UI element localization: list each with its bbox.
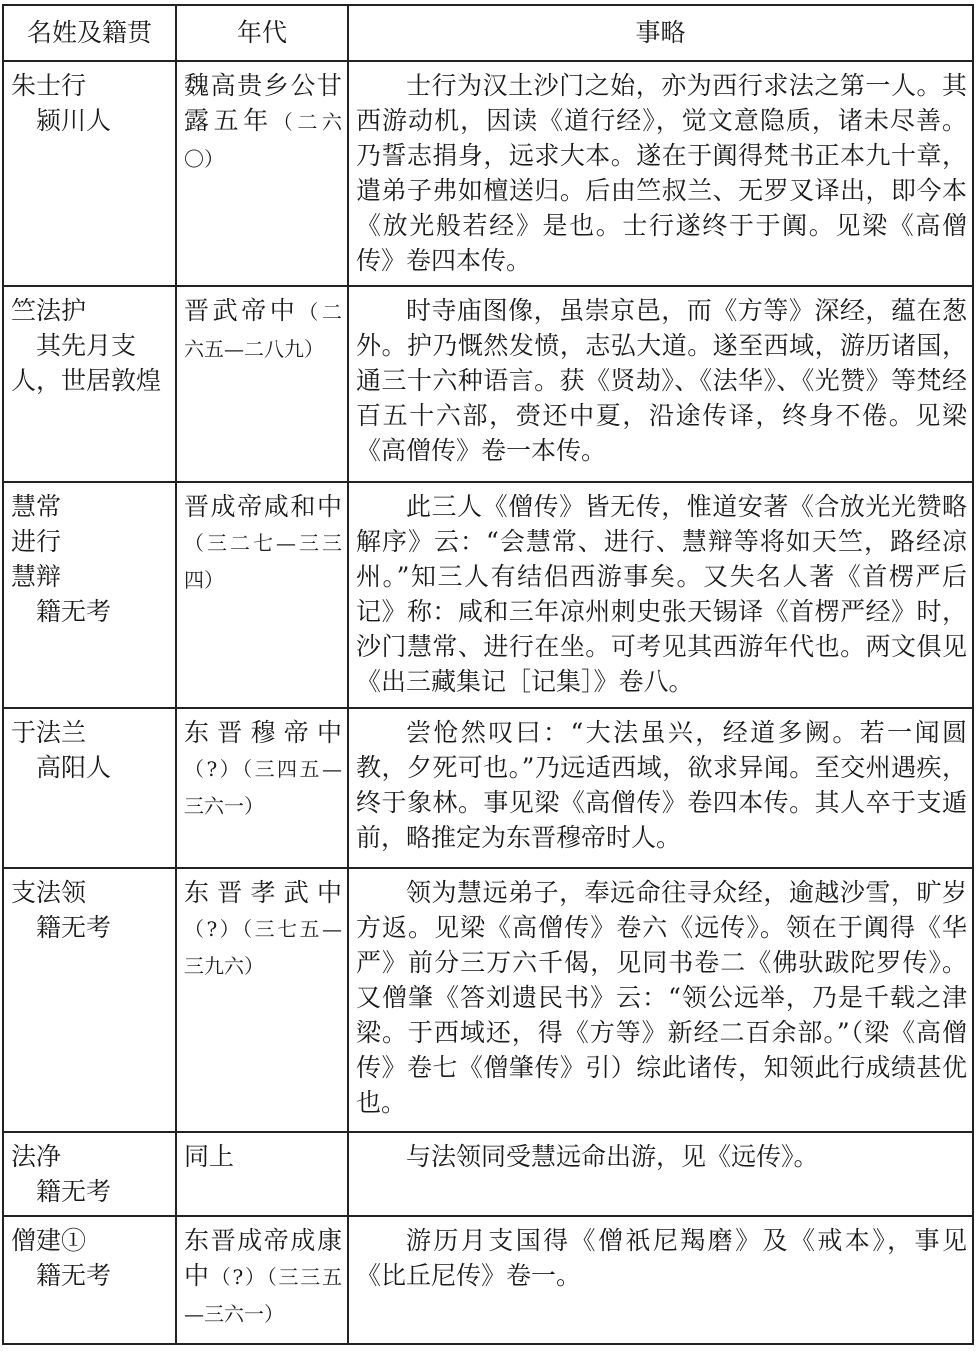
- bio-cell: [348, 61, 973, 286]
- history-table: [2, 4, 974, 1345]
- era-main: 东晋孝武中: [184, 878, 342, 907]
- era-main: 晋成帝咸和中: [184, 492, 342, 521]
- bio-cell: [348, 1132, 973, 1216]
- era-cell: [176, 61, 348, 286]
- person-name: 于法兰: [11, 718, 87, 747]
- era-main: 东晋穆帝中: [184, 718, 342, 747]
- era-note: （二六五—二八九）: [184, 300, 342, 361]
- era-note: （?）（三七五—三九六）: [184, 917, 342, 978]
- table-row: [3, 482, 973, 708]
- name-cell: [3, 708, 176, 868]
- table-row: [3, 708, 973, 868]
- person-name: 僧建①: [11, 1226, 87, 1255]
- origin-text: 人，世居敦煌: [11, 366, 162, 395]
- bio-text: 时寺庙图像，虽崇京邑，而《方等》深经，蕴在葱外。护乃慨然发愤，志弘大道。遂至西域，游历诸国，通三十六种语言。获《贤劫》、《法华》、《光赞》等梵经百五十六部，赍还中夏，沿途传译，终身不倦。见梁《高僧传》卷一本传。: [356, 296, 967, 465]
- table-row: [3, 1216, 973, 1344]
- origin-text: 其先月支: [36, 331, 137, 360]
- era-cell: [176, 708, 348, 868]
- era-main: 东晋成帝成康中: [184, 1226, 342, 1290]
- person-name: 竺法护: [11, 296, 87, 325]
- origin-text: 颍川人: [36, 106, 112, 135]
- name-cell: [3, 482, 176, 708]
- bio-text: 士行为汉土沙门之始，亦为西行求法之第一人。其西游动机，因读《道行经》，觉文意隐质，诸未尽善。乃誓志捐身，远求大本。遂在于阗得梵书正本九十章，遣弟子弗如檀送归。后由竺叔兰、无罗叉译出，即今本《放光般若经》是也。士行遂终于于阗。见梁《高僧传》卷四本传。: [356, 71, 967, 275]
- era-cell: [176, 1216, 348, 1344]
- bio-cell: [348, 482, 973, 708]
- header-name: 名姓及籍贯: [3, 5, 176, 61]
- bio-text: 与法领同受慧远命出游，见《远传》。: [406, 1142, 819, 1171]
- era-cell: [176, 1132, 348, 1216]
- bio-text: 领为慧远弟子，奉远命往寻众经，逾越沙雪，旷岁方返。见梁《高僧传》卷六《远传》。领在于阗得《华严》前分三万六千偈，见同书卷二《佛驮跋陀罗传》。又僧肇《答刘遗民书》云：“领公远举，乃是千载之津梁。于西域还，得《方等》新经二百余部。”（梁《高僧传》卷七《僧肇传》引）综此诸传，知领此行成绩甚优也。: [356, 878, 967, 1117]
- table-row: [3, 868, 973, 1132]
- person-name: 慧常: [11, 492, 62, 521]
- era-cell: [176, 482, 348, 708]
- person-name: 朱士行: [11, 71, 87, 100]
- bio-text: 此三人《僧传》皆无传，惟道安著《合放光光赞略解序》云：“会慧常、进行、慧辩等将如天竺，路经凉州。”知三人有结侣西游事矣。又失名人著《首楞严后记》称：咸和三年凉州刺史张天锡译《首楞严经》时，沙门慧常、进行在坐。可考见其西游年代也。两文俱见《出三藏集记［记集］》卷八。: [356, 492, 967, 696]
- name-cell: [3, 61, 176, 286]
- era-cell: [176, 286, 348, 482]
- header-era: 年代: [176, 5, 348, 61]
- origin-text: 籍无考: [36, 597, 112, 626]
- era-main: 晋武帝中: [184, 296, 299, 325]
- origin-text: 高阳人: [36, 753, 112, 782]
- era-main: 同上: [184, 1142, 235, 1171]
- bio-cell: [348, 868, 973, 1132]
- origin-text: 籍无考: [36, 913, 112, 942]
- person-name: 慧辩: [11, 562, 62, 591]
- header-bio: 事略: [348, 5, 973, 61]
- name-cell: [3, 1216, 176, 1344]
- bio-text: 尝怆然叹曰：“大法虽兴，经道多阙。若一闻圆教，夕死可也。”乃远适西域，欲求异闻。至交州遇疾，终于象林。事见梁《高僧传》卷四本传。其人卒于支遁前，略推定为东晋穆帝时人。: [356, 718, 967, 852]
- bio-cell: [348, 1216, 973, 1344]
- era-note: （二六〇）: [184, 110, 342, 171]
- era-note: （三二七—三三四）: [184, 531, 342, 592]
- name-cell: [3, 286, 176, 482]
- name-cell: [3, 868, 176, 1132]
- person-name: 进行: [11, 527, 62, 556]
- era-cell: [176, 868, 348, 1132]
- bio-cell: [348, 286, 973, 482]
- era-note: （?）（三三五—三六一）: [184, 1265, 342, 1326]
- origin-text: 籍无考: [36, 1177, 112, 1206]
- table-row: [3, 1132, 973, 1216]
- header-row: [3, 5, 973, 61]
- bio-cell: [348, 708, 973, 868]
- era-main: 魏高贵乡公甘露五年: [184, 71, 342, 135]
- person-name: 法净: [11, 1142, 62, 1171]
- origin-text: 籍无考: [36, 1261, 112, 1290]
- era-note: （?）（三四五—三六一）: [184, 757, 342, 818]
- bio-text: 游历月支国得《僧祇尼羯磨》及《戒本》，事见《比丘尼传》卷一。: [356, 1226, 967, 1290]
- table-row: [3, 286, 973, 482]
- name-cell: [3, 1132, 176, 1216]
- table-row: [3, 61, 973, 286]
- person-name: 支法领: [11, 878, 87, 907]
